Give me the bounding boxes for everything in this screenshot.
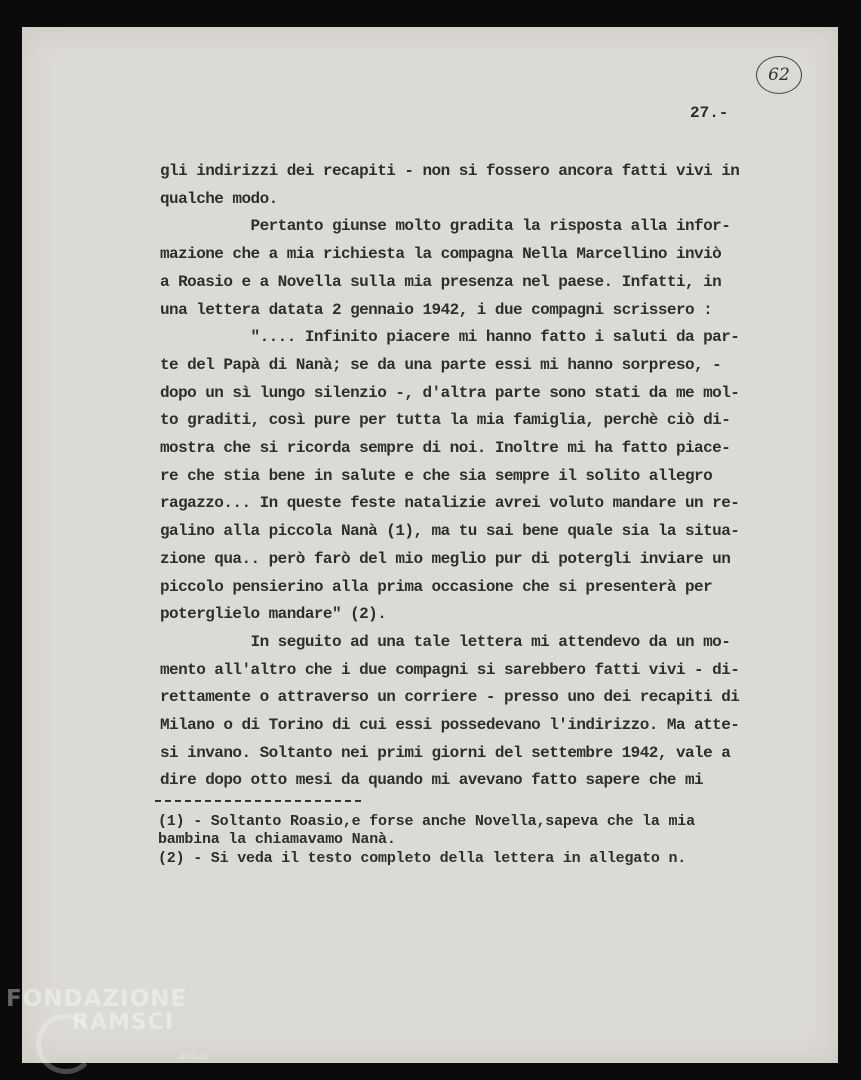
- text-line: piccolo pensierino alla prima occasione che si presenterà per: [160, 577, 713, 596]
- text-line: Pertanto giunse molto gradita la risposta alla infor-: [160, 217, 731, 236]
- text-line: ".... Infinito piacere mi hanno fatto i saluti da par-: [160, 328, 740, 347]
- watermark-line1: FONDAZIONE: [6, 986, 188, 1012]
- text-line: mento all'altro che i due compagni si sarebbero fatti vivi - di-: [160, 660, 740, 679]
- footnote-separator: [155, 800, 361, 802]
- footnote-line: (2) - Si veda il testo completo della lettera in allegato n.: [158, 850, 687, 867]
- text-line: zione qua.. però farò del mio meglio pur di potergli inviare un: [160, 549, 731, 568]
- text-line: te del Papà di Nanà; se da una parte essi mi hanno sorpreso, -: [160, 355, 722, 374]
- watermark-line2: RAMSCI: [72, 1010, 175, 1035]
- page-number: 27.-: [690, 104, 729, 122]
- text-line: rettamente o attraverso un corriere - presso uno dei recapiti di: [160, 688, 740, 707]
- footnote-line: (1) - Soltanto Roasio,e forse anche Novella,sapeva che la mia: [158, 813, 695, 830]
- text-line: to graditi, così pure per tutta la mia famiglia, perchè ciò di-: [160, 411, 731, 430]
- document-page: [22, 27, 838, 1063]
- footnote-line: bambina la chiamavamo Nanà.: [158, 831, 396, 848]
- text-line: In seguito ad una tale lettera mi attendevo da un mo-: [160, 632, 731, 651]
- text-line: mazione che a mia richiesta la compagna Nella Marcellino inviò: [160, 245, 722, 264]
- text-line: Milano o di Torino di cui essi possedevano l'indirizzo. Ma atte-: [160, 716, 740, 734]
- text-line: poterglielo mandare" (2).: [160, 605, 387, 624]
- text-line: gli indirizzi dei recapiti - non si fossero ancora fatti vivi in: [160, 162, 740, 180]
- text-line: dire dopo otto mesi da quando mi avevano fatto sapere che mi: [160, 771, 704, 790]
- text-line: a Roasio e a Novella sulla mia presenza nel paese. Infatti, in: [160, 272, 722, 291]
- text-line: qualche modo.: [160, 189, 278, 208]
- text-line: mostra che si ricorda sempre di noi. Inoltre mi ha fatto piace-: [160, 439, 731, 457]
- text-line: re che stia bene in salute e che sia sempre il solito allegro: [160, 466, 713, 485]
- text-line: una lettera datata 2 gennaio 1942, i due compagni scrissero :: [160, 300, 713, 319]
- text-line: galino alla piccola Nanà (1), ma tu sai bene quale sia la situa-: [160, 522, 740, 541]
- watermark-onlus: onlus: [178, 1049, 208, 1062]
- archive-number-stamp: 62: [756, 56, 802, 94]
- watermark-logo: [6, 986, 187, 1035]
- text-line: dopo un sì lungo silenzio -, d'altra parte sono stati da me mol-: [160, 383, 740, 402]
- text-line: ragazzo... In queste feste natalizie avrei voluto mandare un re-: [160, 494, 740, 513]
- text-line: si invano. Soltanto nei primi giorni del settembre 1942, vale a: [160, 743, 731, 762]
